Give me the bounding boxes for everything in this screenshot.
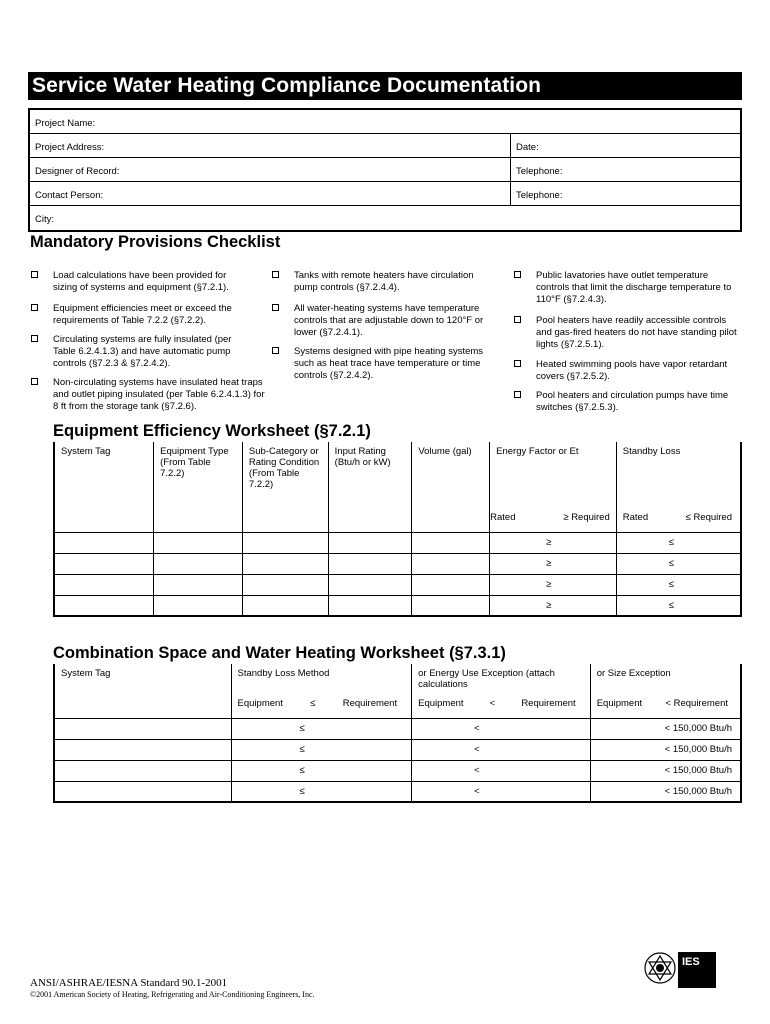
requirement-label: Requirement <box>342 698 398 709</box>
rated-label: Rated <box>490 512 516 523</box>
requirement-label: Requirement <box>521 698 576 709</box>
table-row[interactable] <box>54 595 741 616</box>
col-input-rating: Input Rating (Btu/h or kW) <box>328 442 412 510</box>
col-standby-method: Standby Loss Method <box>231 664 412 694</box>
checkbox-icon[interactable] <box>272 271 279 278</box>
project-info-box <box>28 108 742 232</box>
combination-heading: Combination Space and Water Heating Worksheet (§7.3.1) <box>53 644 506 662</box>
efficiency-header-row <box>54 442 741 510</box>
col-size-exception: or Size Exception <box>590 664 741 694</box>
checkbox-icon[interactable] <box>31 304 38 311</box>
contact-person-field[interactable]: Contact Person: <box>35 190 104 201</box>
efficiency-heading: Equipment Efficiency Worksheet (§7.2.1) <box>53 422 371 440</box>
le-symbol: ≤ <box>231 718 412 739</box>
ge-symbol: ≥ <box>490 553 617 574</box>
designer-telephone-field[interactable]: Telephone: <box>510 158 740 181</box>
checkbox-icon[interactable] <box>514 360 521 367</box>
ge-symbol: ≥ <box>490 574 617 595</box>
size-value: < 150,000 Btu/h <box>590 760 741 781</box>
col-energy-exception: or Energy Use Exception (attach calculations <box>412 664 591 694</box>
checkbox-icon[interactable] <box>514 316 521 323</box>
lt-symbol: < <box>412 718 591 739</box>
checklist-item-text: Pool heaters and circulation pumps have time switches (§7.2.5.3). <box>536 390 729 413</box>
info-row-designer <box>30 158 740 182</box>
col-subcategory: Sub-Category or Rating Condition (From Table 7.2.2) <box>242 442 328 510</box>
lt-symbol: < <box>412 781 591 802</box>
project-name-field[interactable]: Project Name: <box>35 118 96 129</box>
table-row[interactable] <box>54 553 741 574</box>
col-system-tag: System Tag <box>54 664 231 694</box>
table-row[interactable] <box>54 718 741 739</box>
equipment-label: Equipment <box>237 698 283 709</box>
le-required-label: ≤ Required <box>685 512 732 523</box>
date-field[interactable]: Date: <box>510 134 740 157</box>
info-row-address <box>30 134 740 158</box>
size-value: < 150,000 Btu/h <box>590 718 741 739</box>
col-system-tag: System Tag <box>54 442 154 510</box>
le-symbol: ≤ <box>616 595 741 616</box>
lt-requirement-label: < Requirement <box>665 698 728 709</box>
combination-header-row <box>54 664 741 694</box>
size-value: < 150,000 Btu/h <box>590 739 741 760</box>
equipment-label: Equipment <box>418 698 464 709</box>
col-volume: Volume (gal) <box>412 442 490 510</box>
size-value: < 150,000 Btu/h <box>590 781 741 802</box>
checkbox-icon[interactable] <box>31 378 38 385</box>
efficiency-subheader-row <box>54 510 741 532</box>
table-row[interactable] <box>54 739 741 760</box>
checklist-item-text: Equipment efficiencies meet or exceed the requirements of Table 7.2.2 (§7.2.2). <box>53 303 232 326</box>
designer-field[interactable]: Designer of Record: <box>35 166 120 177</box>
le-symbol: ≤ <box>231 781 412 802</box>
checkbox-icon[interactable] <box>514 271 521 278</box>
checkbox-icon[interactable] <box>31 335 38 342</box>
efficiency-table <box>53 442 742 617</box>
contact-telephone-field[interactable]: Telephone: <box>510 182 740 205</box>
col-standby-loss: Standby Loss <box>616 442 741 510</box>
checkbox-icon[interactable] <box>514 391 521 398</box>
combination-subheader-row <box>54 694 741 718</box>
rated-label: Rated <box>622 512 649 523</box>
table-row[interactable] <box>54 574 741 595</box>
checklist-item-text: Circulating systems are fully insulated (per Table 6.2.4.1.3) and have automatic pump controls (§7.2.3 & §7.2.4.2). <box>53 334 232 369</box>
lt-symbol: < <box>412 739 591 760</box>
checklist-item-text: Heated swimming pools have vapor retardant covers (§7.2.5.2). <box>536 359 728 382</box>
checklist-item-text: Public lavatories have outlet temperature controls that limit the discharge temperature to 110°F (§7.2.4.3). <box>536 270 732 305</box>
lt-symbol: < <box>489 698 496 709</box>
checklist-item-text: Load calculations have been provided for sizing of systems and equipment (§7.2.1). <box>53 270 229 293</box>
ies-logo <box>638 950 718 990</box>
checklist-item-text: Systems designed with pipe heating systems such as heat trace have temperature or time controls (§7.2.4.2). <box>294 346 484 381</box>
checkbox-icon[interactable] <box>272 347 279 354</box>
equipment-label: Equipment <box>596 698 643 709</box>
city-field[interactable]: City: <box>35 214 54 225</box>
checkbox-icon[interactable] <box>272 304 279 311</box>
combination-table <box>53 664 742 803</box>
document-title: Service Water Heating Compliance Documentation <box>28 72 742 100</box>
col-energy-factor: Energy Factor or Et <box>490 442 617 510</box>
checklist-heading: Mandatory Provisions Checklist <box>30 233 281 251</box>
table-row[interactable] <box>54 760 741 781</box>
le-symbol: ≤ <box>616 553 741 574</box>
ge-symbol: ≥ <box>490 532 617 553</box>
lt-symbol: < <box>412 760 591 781</box>
info-row-city <box>30 206 740 230</box>
copyright-text: ©2001 American Society of Heating, Refrigerating and Air-Conditioning Engineers, Inc. <box>30 990 315 999</box>
checklist-item-text: Tanks with remote heaters have circulation pump controls (§7.2.4.4). <box>294 270 474 293</box>
logo-text: IES <box>682 956 700 968</box>
le-symbol: ≤ <box>231 739 412 760</box>
table-row[interactable] <box>54 532 741 553</box>
le-symbol: ≤ <box>310 698 316 709</box>
table-row[interactable] <box>54 781 741 802</box>
le-symbol: ≤ <box>231 760 412 781</box>
info-row-project-name <box>30 110 740 134</box>
checklist-item-text: All water-heating systems have temperature controls that are adjustable down to 120°F or lower (§7.2.4.1). <box>294 303 484 338</box>
project-address-field[interactable]: Project Address: <box>35 142 105 153</box>
ge-symbol: ≥ <box>490 595 617 616</box>
standard-label: ANSI/ASHRAE/IESNA Standard 90.1-2001 <box>30 977 228 989</box>
le-symbol: ≤ <box>616 574 741 595</box>
checkbox-icon[interactable] <box>31 271 38 278</box>
col-equipment-type: Equipment Type (From Table 7.2.2) <box>154 442 243 510</box>
le-symbol: ≤ <box>616 532 741 553</box>
checklist-item-text: Non-circulating systems have insulated heat traps and outlet piping insulated (per Table 6.2.4.1.3) for 8 ft from the storage tank (§7.2.6). <box>53 377 265 412</box>
ge-required-label: ≥ Required <box>563 512 610 523</box>
info-row-contact <box>30 182 740 206</box>
checklist-item-text: Pool heaters have readily accessible controls and gas-fired heaters do not have standing pilot lights (§7.2.5.1). <box>536 315 737 350</box>
